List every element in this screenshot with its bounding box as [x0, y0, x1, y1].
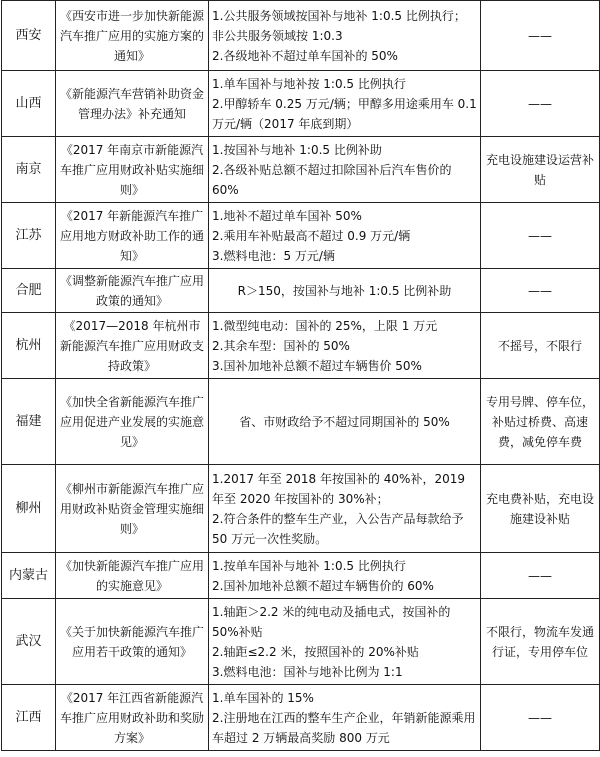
city-cell: 合肥 [2, 269, 56, 313]
detail-line: 2.国补加地补总额不超过车辆售价的 60% [212, 578, 434, 593]
policy-cell: 《加快新能源汽车推广应用的实施意见》 [56, 553, 209, 599]
extra-cell: 不限行，物流车发通行证，专用停车位 [481, 599, 600, 685]
detail-line: 1.单车国补的 15% [212, 690, 314, 705]
extra-cell: —— [481, 71, 600, 137]
table-row [2, 599, 600, 685]
detail-line: 1.按单车国补与地补 1:0.5 比例执行 [212, 558, 406, 573]
policy-cell: 《2017—2018 年杭州市新能源汽车推广应用财政支持政策》 [56, 313, 209, 379]
city-cell: 内蒙古 [2, 553, 56, 599]
policy-cell: 《2017 年新能源汽车推广应用地方财政补助工作的通知》 [56, 203, 209, 269]
extra-cell: 专用号牌、停车位，补贴过桥费、高速费，减免停车费 [481, 379, 600, 465]
city-cell: 武汉 [2, 599, 56, 685]
detail-cell [209, 379, 481, 465]
detail-line: 1.按国补与地补 1:0.5 比例补助 [212, 142, 382, 157]
policy-cell: 《2017 年江西省新能源汽车推广应用财政补助和奖励方案》 [56, 685, 209, 751]
policy-table [1, 0, 600, 751]
detail-line: 1.单车国补与地补按 1:0.5 比例执行 [212, 76, 406, 91]
detail-line: 2.符合条件的整车生产业，入公告产品每款给予 50 万元一次性奖励。 [212, 511, 464, 546]
city-cell: 福建 [2, 379, 56, 465]
table-row [2, 137, 600, 203]
detail-line: 2.其余车型：国补的 50% [212, 338, 350, 353]
detail-line: 2.注册地在江西的整车生产企业，年销新能源乘用车超过 2 万辆最高奖励 800 万元 [212, 710, 476, 745]
city-cell: 江苏 [2, 203, 56, 269]
detail-line: 3.燃料电池：5 万元/辆 [212, 248, 335, 263]
detail-line: 2.各级补贴总额不超过扣除国补后汽车售价的 60% [212, 162, 452, 197]
policy-cell: 《调整新能源汽车推广应用政策的通知》 [56, 269, 209, 313]
table-row [2, 1, 600, 71]
table-row [2, 685, 600, 751]
table-row [2, 553, 600, 599]
detail-cell [209, 599, 481, 685]
detail-line: 2.乘用车补贴最高不超过 0.9 万元/辆 [212, 228, 411, 243]
extra-cell: 充电费补贴，充电设施建设补贴 [481, 465, 600, 553]
detail-line: 1.轴距＞2.2 米的纯电动及插电式，按国补的 50%补贴 [212, 604, 451, 639]
policy-cell: 《2017 年南京市新能源汽车推广应用财政补贴实施细则》 [56, 137, 209, 203]
policy-cell: 《西安市进一步加快新能源汽车推广应用的实施方案的通知》 [56, 1, 209, 71]
city-cell: 西安 [2, 1, 56, 71]
detail-cell [209, 269, 481, 313]
detail-line: 3.燃料电池：国补与地补比例为 1:1 [212, 664, 403, 679]
detail-line: 2.轴距≤2.2 米，按照国补的 20%补贴 [212, 644, 419, 659]
detail-line: 1.地补不超过单车国补 50% [212, 208, 362, 223]
city-cell: 南京 [2, 137, 56, 203]
extra-cell: —— [481, 203, 600, 269]
city-cell: 江西 [2, 685, 56, 751]
policy-cell: 《加快全省新能源汽车推广应用促进产业发展的实施意见》 [56, 379, 209, 465]
table-row [2, 269, 600, 313]
detail-line: 3.国补加地补总额不超过车辆售价 50% [212, 358, 422, 373]
table-row [2, 313, 600, 379]
extra-cell: 不摇号，不限行 [481, 313, 600, 379]
extra-cell: —— [481, 1, 600, 71]
detail-cell [209, 203, 481, 269]
detail-cell [209, 685, 481, 751]
policy-cell: 《关于加快新能源汽车推广应用若干政策的通知》 [56, 599, 209, 685]
detail-line: 省、市财政给予不超过同期国补的 50% [239, 414, 450, 429]
extra-cell: 充电设施建设运营补贴 [481, 137, 600, 203]
city-cell: 杭州 [2, 313, 56, 379]
city-cell: 柳州 [2, 465, 56, 553]
table-row [2, 203, 600, 269]
detail-cell [209, 553, 481, 599]
detail-line: 2.各级地补不超过单车国补的 50% [212, 48, 398, 63]
detail-cell [209, 71, 481, 137]
detail-line: R＞150，按国补与地补 1:0.5 比例补助 [237, 283, 452, 298]
extra-cell: —— [481, 685, 600, 751]
city-cell: 山西 [2, 71, 56, 137]
detail-line: 2.甲醇轿车 0.25 万元/辆；甲醇多用途乘用车 0.1 万元/辆（2017 年底到期） [212, 96, 477, 131]
policy-cell: 《柳州市新能源汽车推广应用财政补贴资金管理实施细则》 [56, 465, 209, 553]
detail-line: 1.公共服务领域按国补与地补 1:0.5 比例执行；非公共服务领域按 1:0.3 [212, 8, 466, 43]
policy-cell: 《新能源汽车营销补助资金管理办法》补充通知 [56, 71, 209, 137]
extra-cell: —— [481, 553, 600, 599]
detail-cell [209, 465, 481, 553]
detail-cell [209, 1, 481, 71]
detail-cell [209, 313, 481, 379]
detail-line: 1.微型纯电动：国补的 25%，上限 1 万元 [212, 318, 438, 333]
detail-cell [209, 137, 481, 203]
table-row [2, 71, 600, 137]
table-row [2, 379, 600, 465]
table-row [2, 465, 600, 553]
detail-line: 1.2017 年至 2018 年按国补的 40%补，2019 年至 2020 年按国补的 30%补； [212, 471, 465, 506]
extra-cell: —— [481, 269, 600, 313]
